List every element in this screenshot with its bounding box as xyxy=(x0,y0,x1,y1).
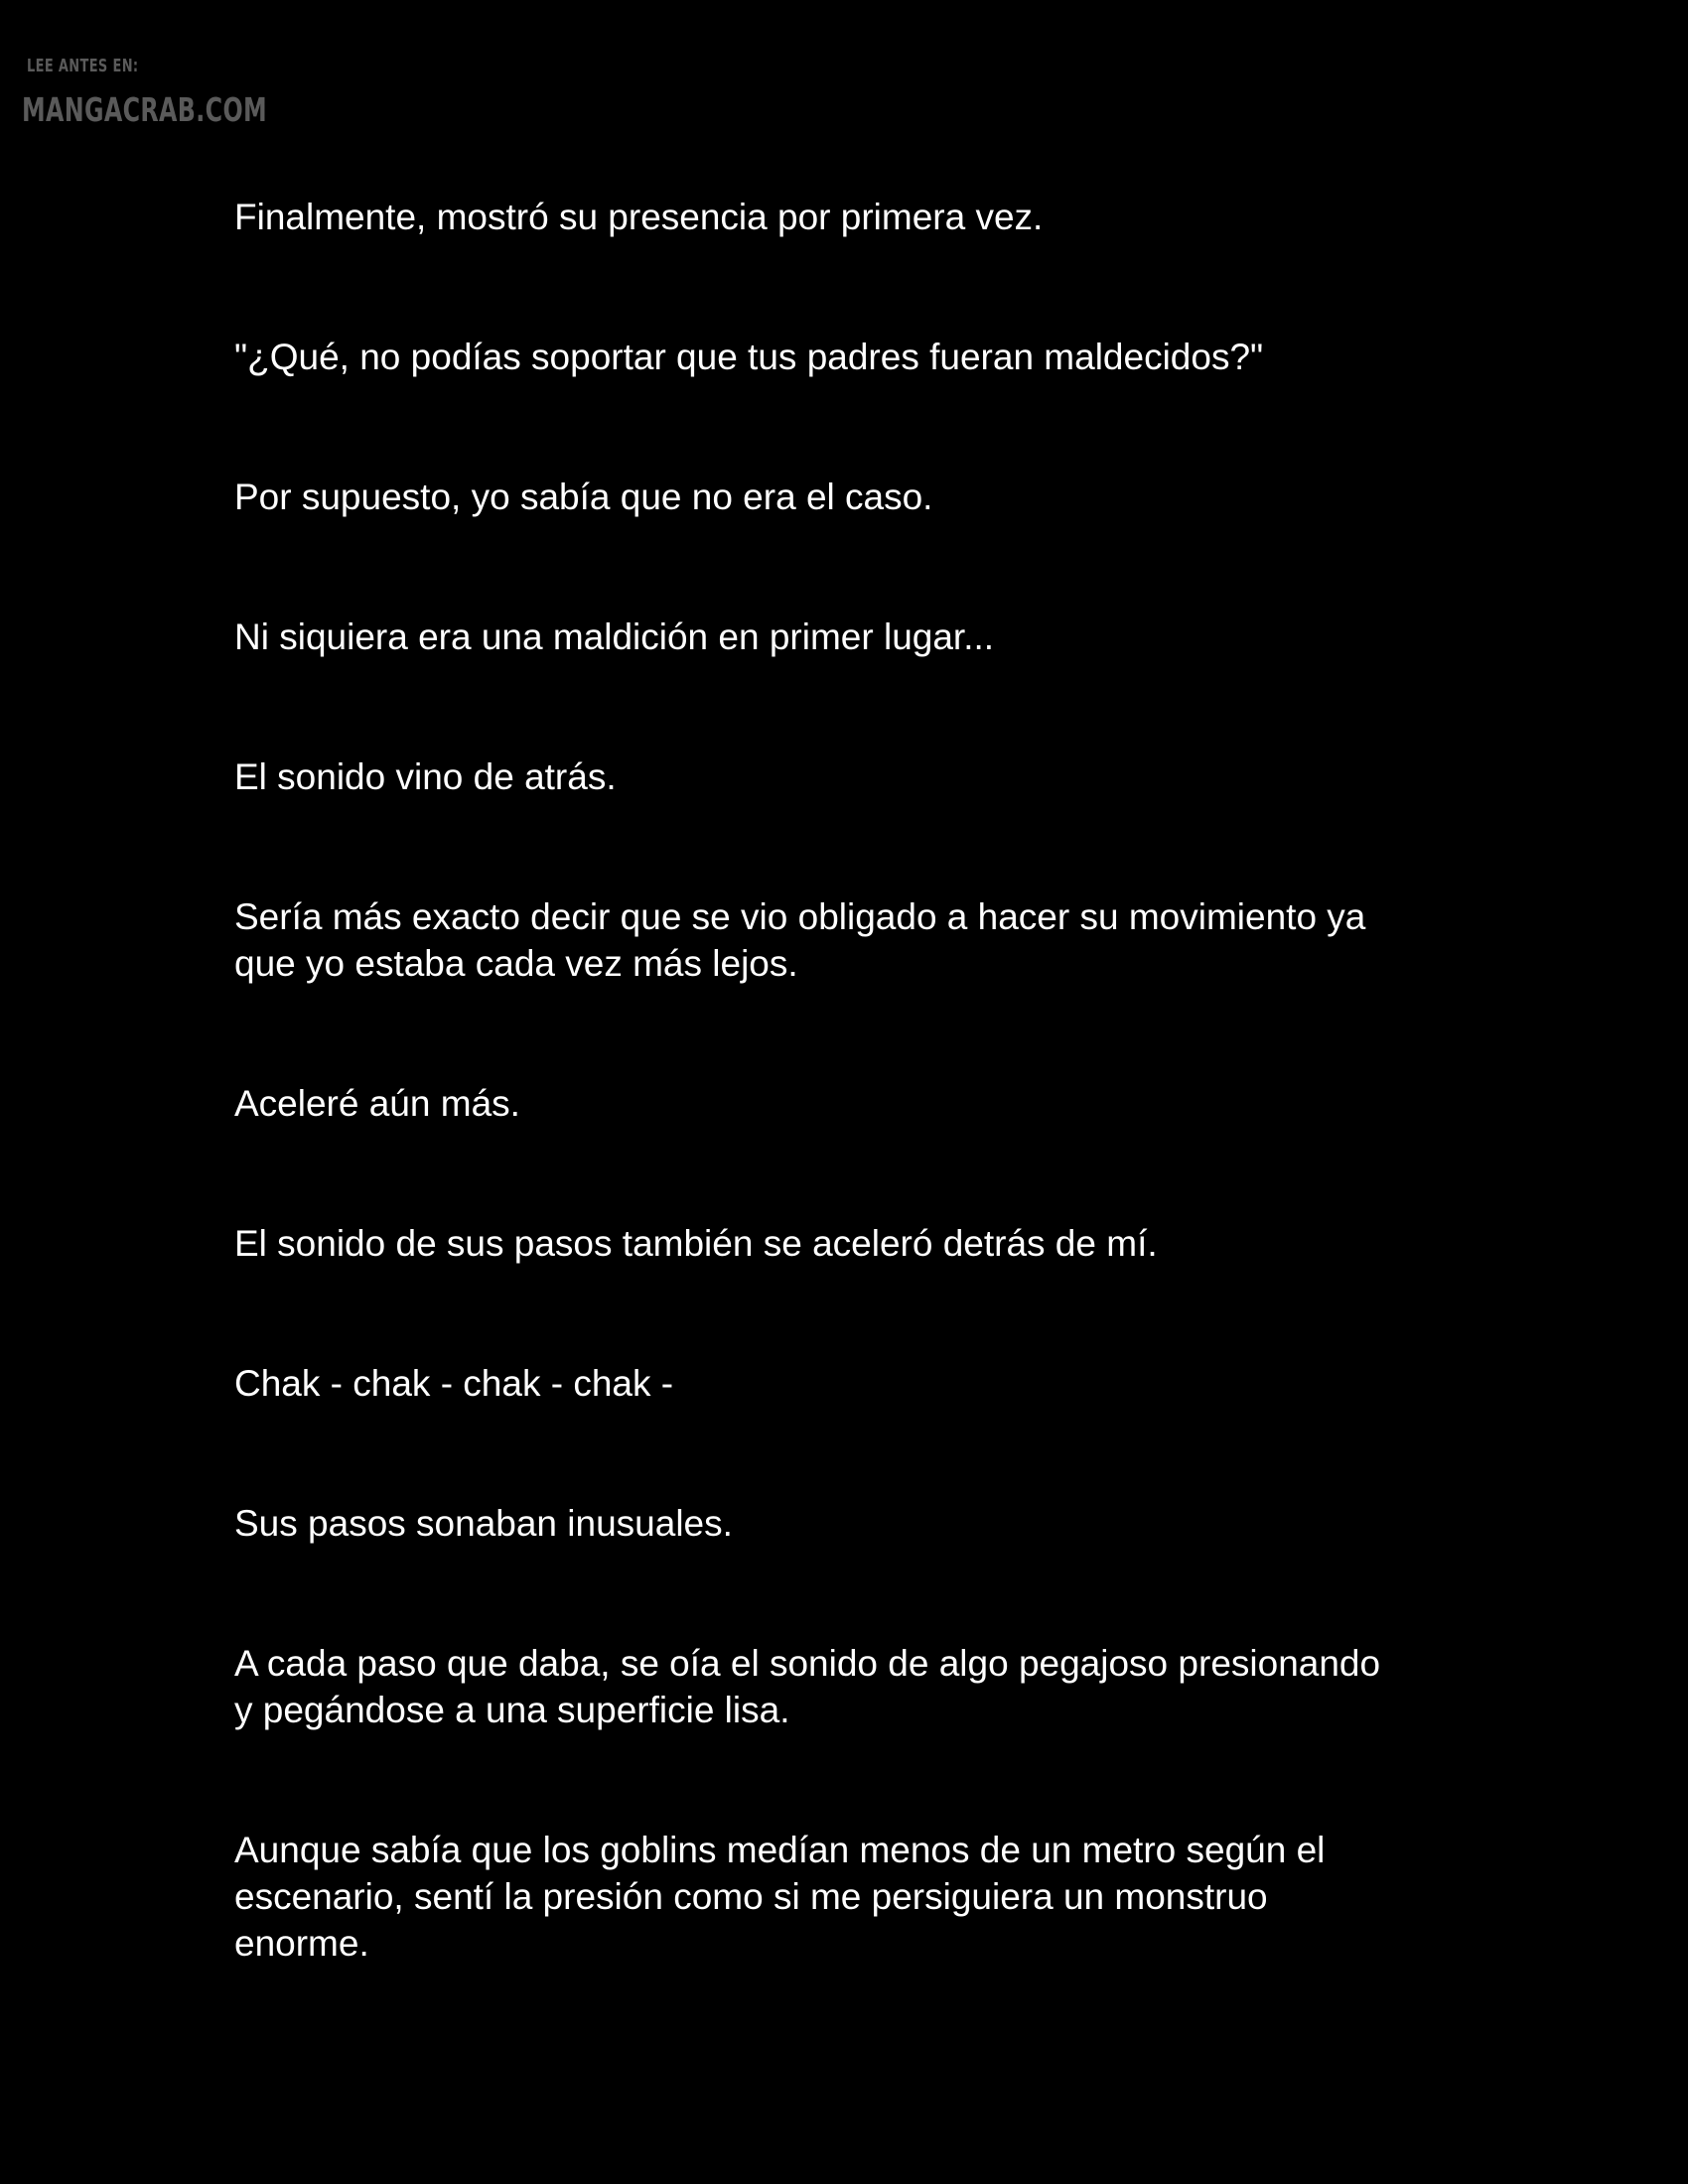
watermark-top-line: LEE ANTES EN: xyxy=(27,56,139,76)
paragraph xyxy=(234,614,1466,660)
paragraph xyxy=(234,1080,1466,1127)
paragraph xyxy=(234,1360,1466,1407)
paragraph-line: que yo estaba cada vez más lejos. xyxy=(234,943,798,984)
paragraph-line: Chak - chak - chak - chak - xyxy=(234,1363,674,1404)
paragraph xyxy=(234,334,1466,380)
paragraph xyxy=(234,1827,1466,1967)
paragraph-line: Sería más exacto decir que se vio obligado a hacer su movimiento ya xyxy=(234,896,1366,937)
watermark xyxy=(22,56,362,129)
paragraph-line: y pegándose a una superficie lisa. xyxy=(234,1690,790,1730)
paragraph-line: enorme. xyxy=(234,1923,369,1964)
paragraph-line: Aunque sabía que los goblins medían menos de un metro según el xyxy=(234,1830,1326,1870)
paragraph-line: Sus pasos sonaban inusuales. xyxy=(234,1503,733,1544)
paragraph-line: escenario, sentí la presión como si me persiguiera un monstruo xyxy=(234,1876,1268,1917)
paragraph xyxy=(234,893,1466,987)
paragraph-line: El sonido de sus pasos también se aceleró detrás de mí. xyxy=(234,1223,1158,1264)
paragraph xyxy=(234,1640,1466,1733)
paragraph-line: Aceleré aún más. xyxy=(234,1083,520,1124)
paragraph-line: Por supuesto, yo sabía que no era el caso. xyxy=(234,477,933,517)
paragraph-line: El sonido vino de atrás. xyxy=(234,756,617,797)
paragraph-line: Ni siquiera era una maldición en primer lugar... xyxy=(234,616,995,657)
paragraph-line: Finalmente, mostró su presencia por primera vez. xyxy=(234,197,1044,237)
paragraph xyxy=(234,1500,1466,1547)
watermark-site: MANGACRAB.COM xyxy=(22,90,268,129)
paragraph xyxy=(234,474,1466,520)
paragraph-line: "¿Qué, no podías soportar que tus padres fueran maldecidos?" xyxy=(234,337,1264,377)
paragraph-line: A cada paso que daba, se oía el sonido de algo pegajoso presionando xyxy=(234,1643,1381,1684)
paragraph xyxy=(234,753,1466,800)
story-text xyxy=(234,194,1466,1967)
paragraph xyxy=(234,194,1466,240)
paragraph xyxy=(234,1220,1466,1267)
